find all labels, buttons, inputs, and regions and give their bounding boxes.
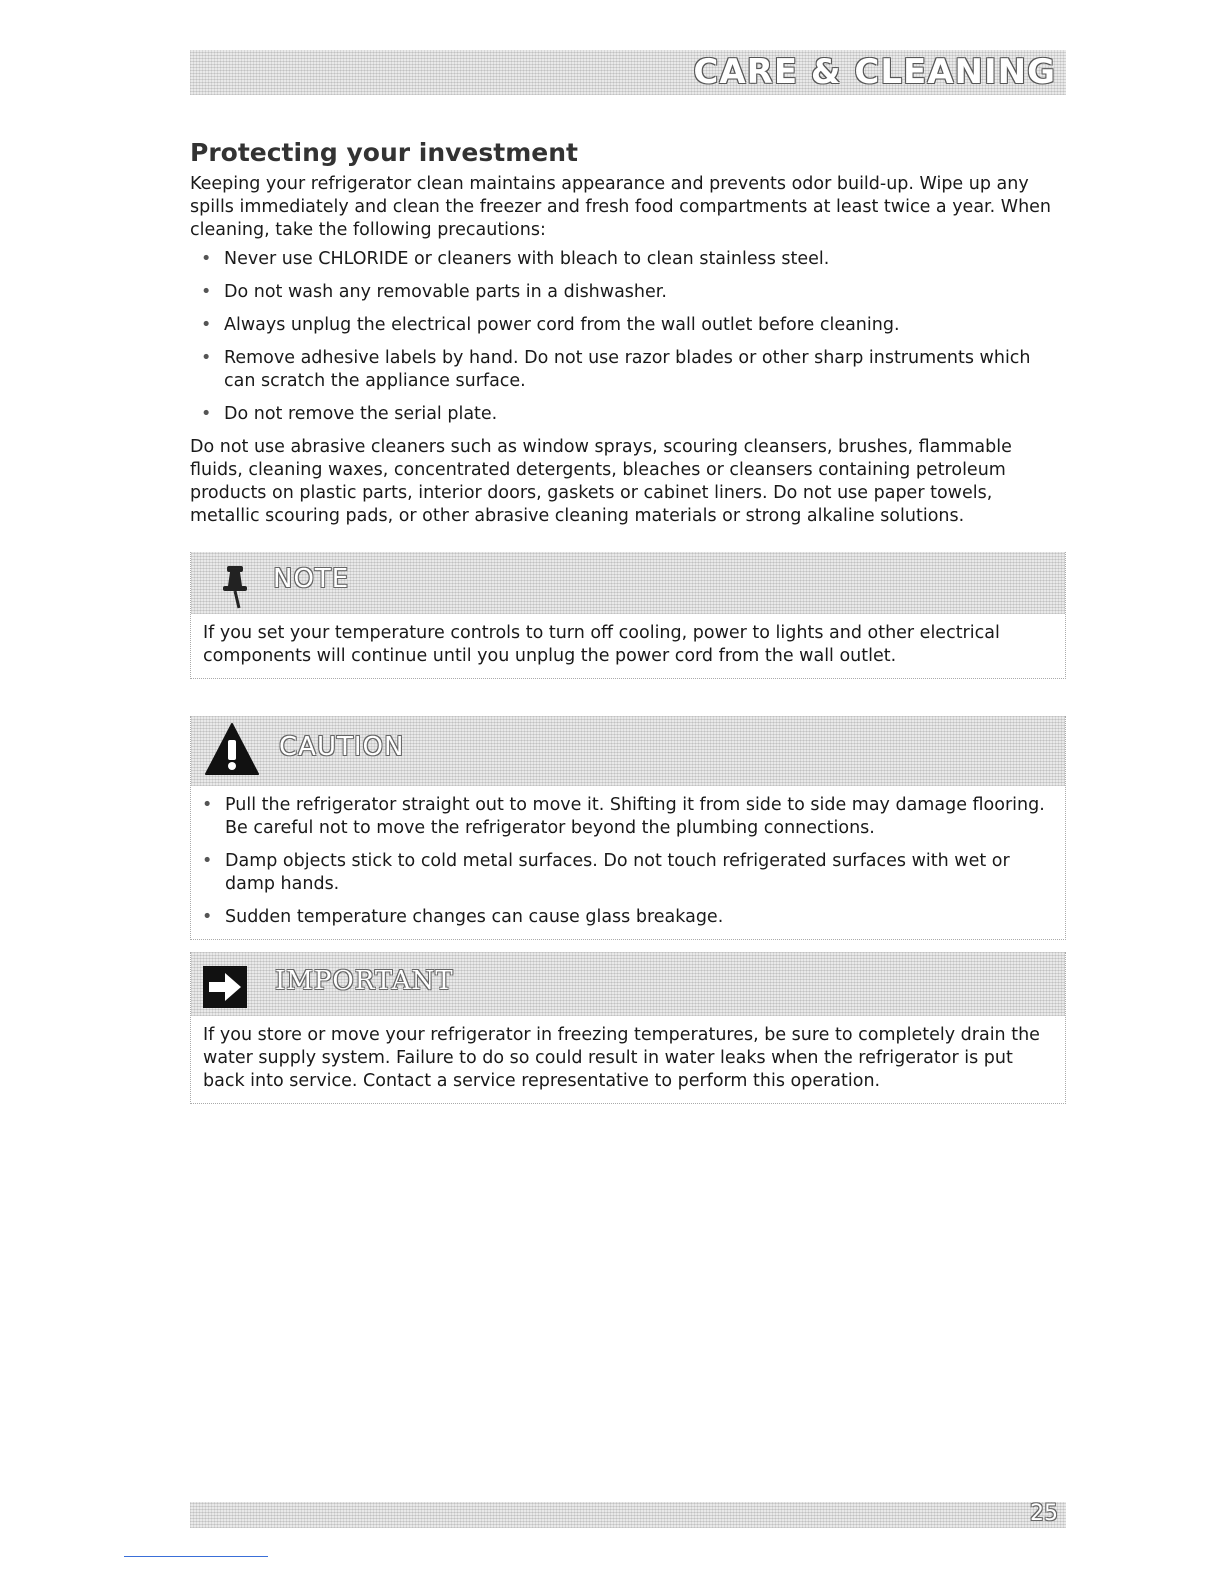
list-item: • Never use CHLORIDE or cleaners with bleach to clean stainless steel.: [190, 248, 1066, 271]
abrasive-warning-paragraph: Do not use abrasive cleaners such as window sprays, scouring cleansers, brushes, flammable fluids, cleaning waxes, concentrated detergents, bleaches or cleansers containing petroleum products on plastic parts, interior doors, gaskets or cabinet liners. Do not use paper towels, metallic scouring pads, or other abrasive cleaning materials or strong alkaline solutions.: [190, 437, 1012, 526]
list-item: • Always unplug the electrical power cord from the wall outlet before cleaning.: [190, 314, 1066, 337]
note-text: If you set your temperature controls to turn off cooling, power to lights and other electrical components will continue until you unplug the power cord from the wall outlet.: [203, 623, 1000, 666]
page-heading: Protecting your investment: [190, 138, 578, 167]
caution-list: [191, 794, 1051, 929]
important-band: [191, 952, 1065, 1016]
caution-band: [191, 716, 1065, 786]
list-item: • Remove adhesive labels by hand. Do not use razor blades or other sharp instruments which can scratch the appliance surface.: [190, 347, 1066, 393]
caution-label: CAUTION: [279, 732, 405, 762]
note-band: [191, 552, 1065, 614]
list-item: • Do not wash any removable parts in a dishwasher.: [190, 281, 1066, 304]
main-content: [190, 138, 1066, 528]
note-label: NOTE: [273, 564, 350, 594]
page-number: 25: [1030, 1501, 1058, 1526]
warning-triangle-icon: [203, 720, 261, 778]
footer-band: [190, 1502, 1066, 1528]
important-label: IMPORTANT: [275, 966, 454, 996]
important-text: If you store or move your refrigerator in freezing temperatures, be sure to completely drain the water supply system. Failure to do so could result in water leaks when the refrigerator is put back into service. Contact a service representative to perform this operation.: [203, 1025, 1040, 1091]
important-box: [190, 952, 1066, 1104]
list-item: • Sudden temperature changes can cause glass breakage.: [191, 906, 1051, 929]
important-body: [191, 1016, 1065, 1103]
arrow-right-icon: [203, 966, 247, 1008]
list-item: • Do not remove the serial plate.: [190, 403, 1066, 426]
list-item: • Pull the refrigerator straight out to move it. Shifting it from side to side may damage flooring. Be careful not to move the refrigerator beyond the plumbing connections.: [191, 794, 1051, 840]
section-header-band: [190, 50, 1066, 95]
intro-paragraph: Keeping your refrigerator clean maintains appearance and prevents odor build-up. Wipe up any spills immediately and clean the freezer and fresh food compartments at least twice a year. When cleaning, take the following precautions:: [190, 174, 1052, 240]
note-body: [191, 614, 1065, 678]
precautions-list: [190, 248, 1066, 426]
corner-rule: [124, 1556, 268, 1557]
caution-box: [190, 716, 1066, 940]
section-title: CARE & CLEANING: [693, 52, 1056, 92]
pushpin-icon: [215, 562, 255, 610]
list-item: • Damp objects stick to cold metal surfaces. Do not touch refrigerated surfaces with wet or damp hands.: [191, 850, 1051, 896]
note-box: [190, 552, 1066, 679]
caution-body: [191, 786, 1065, 939]
